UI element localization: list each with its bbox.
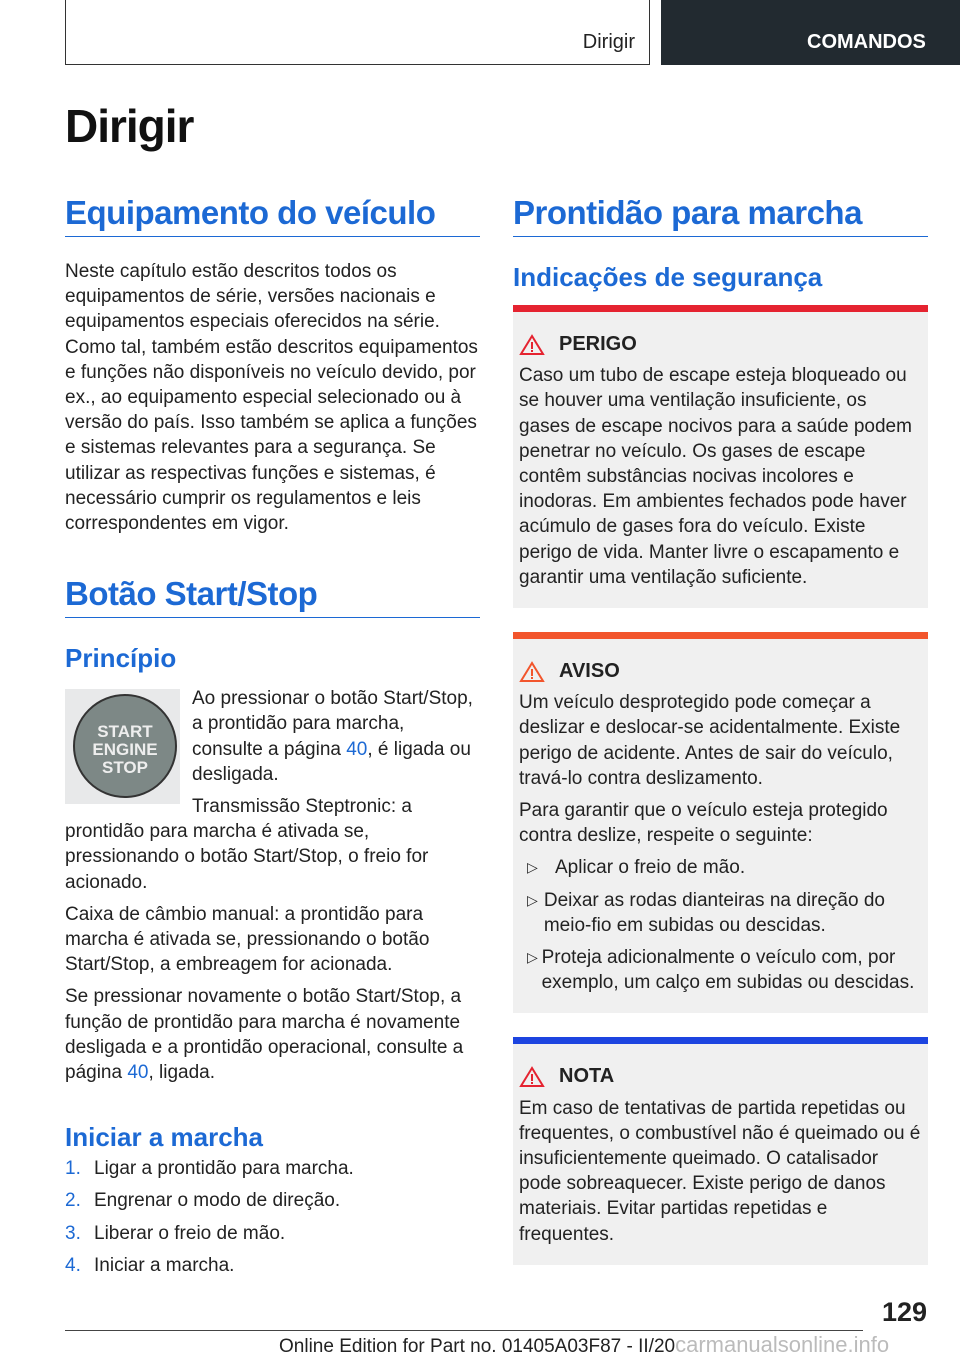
warning-triangle-icon [519,1066,545,1088]
page-link[interactable]: 40 [346,738,368,760]
left-column [65,193,480,1285]
step-number: 4. [65,1254,81,1276]
step-text: Liberar o freio de mão. [94,1222,286,1244]
heading-seguranca: Indicações de segurança [513,262,823,292]
page-title: Dirigir [65,100,194,152]
danger-box [513,312,928,608]
warning-triangle-icon [519,661,545,683]
note-title: NOTA [559,1065,615,1088]
step-number: 3. [65,1222,81,1244]
danger-title: PERIGO [559,333,637,355]
triangle-bullet-icon: ▷ [527,891,538,908]
list-item [65,1156,480,1181]
step-number: 2. [65,1190,81,1212]
button-text: START [97,722,153,742]
heading-prontidao: Prontidão para marcha [513,193,928,237]
text: , ligada. [148,1062,216,1084]
right-column [513,193,928,1289]
danger-bar [513,305,928,312]
footer-edition [279,1332,889,1359]
list-item [65,1253,480,1278]
warning-title: AVISO [559,660,620,683]
note-box [513,1044,928,1264]
list-item [65,1188,480,1213]
step-text: Engrenar o modo de direção. [94,1190,341,1212]
text: Se pressionar novamente o botão Start/Stop, a função de prontidão para marcha é novamente desligada e a prontidão operacional, consulte a página [65,986,464,1084]
danger-text: Caso um tubo de escape esteja bloqueado ou se houver uma ventilação insuficiente, os gases de escape nocivos para a saúde podem penetrar no veículo. Os gases de escape contêm substâncias nocivas incolores e inodoras. Em ambientes fechados pode haver acúmulo de gases fora do veículo. Existe perigo de vida. Manter livre o escapamento e garantir uma ventilação suficiente. [519,365,912,588]
step-number: 1. [65,1158,81,1180]
start-stop-button-image [65,689,180,804]
heading-start-stop: Botão Start/Stop [65,574,480,618]
edition-text: Online Edition for Part no. 01405A03F87 - II/20 [279,1336,676,1357]
list-item [65,1221,480,1246]
item-text: Aplicar o freio de mão. [555,857,746,879]
watermark: carmanualsonline.info [675,1332,890,1357]
warning-list [519,855,922,995]
text: Ao pressionar o botão Start/Stop, a prontidão para marcha, consulte a página [192,688,473,760]
list-item [519,945,922,995]
button-text: STOP [102,758,148,778]
warning-text: Um veículo desprotegido pode começar a deslizar e deslocar-se acidentalmente. Existe perigo de acidente. Antes de sair do veículo, travá-lo contra deslizamento. [519,692,901,789]
page-number: 129 [881,1297,927,1327]
heading-equipamento: Equipamento do veículo [65,193,480,237]
text: , é ligada ou desligada. [192,738,471,785]
note-bar [513,1037,928,1044]
page-link[interactable]: 40 [127,1062,149,1084]
list-item [519,855,922,880]
principio-p2: Transmissão Steptronic: a prontidão para marcha é ativada se, pressionando o botão Start/Stop, o freio for acionado. [65,796,429,893]
steps-list [65,1156,480,1278]
equip-text: Neste capítulo estão descritos todos os equipamentos de série, versões nacionais e equipamentos especiais oferecidos na série. Como tal, também estão descritos equipamentos e funções não disponíveis no veículo devido, por ex., ao equipamento especial selecionado ou à versão do país. Isso também se aplica a funções e sistemas relevantes para a segurança. Se utilizar as respectivas funções e sistemas, é necessário cumprir os regulamentos e leis correspondentes em vigor. [65,261,478,535]
note-text: Em caso de tentativas de partida repetidas ou frequentes, o combustível não é queimado ou é insuficientemente queimado. O catalisador pode sobreaquecer. Existe perigo de danos materiais. Evitar partidas repetidas e frequentes. [519,1097,921,1245]
header-chapter: COMANDOS [661,0,960,65]
principio-p4 [65,984,480,1085]
step-text: Iniciar a marcha. [94,1254,235,1276]
triangle-bullet-icon: ▷ [527,949,538,966]
list-item [519,888,922,938]
header-frame [65,0,650,65]
warning-box [513,639,928,1013]
warning-text: Para garantir que o veículo esteja protegido contra deslize, respeite o seguinte: [519,800,888,847]
step-text: Ligar a prontidão para marcha. [94,1158,354,1180]
triangle-bullet-icon: ▷ [527,859,538,876]
heading-principio: Princípio [65,643,177,674]
item-text: Deixar as rodas dianteiras na direção do meio-fio em subidas ou descidas. [543,889,885,936]
header-section: Dirigir [582,31,635,53]
warning-triangle-icon [519,334,545,356]
footer-rule [65,1330,863,1331]
item-text: Proteja adicionalmente o veículo com, por exemplo, um calço em subidas ou descidas. [541,947,915,994]
heading-iniciar: Iniciar a marcha [65,1122,263,1153]
warning-bar [513,632,928,639]
button-text: ENGINE [92,740,158,760]
principio-p3: Caixa de câmbio manual: a prontidão para marcha é ativada se, pressionando o botão Start/Stop, a embreagem for acionada. [65,903,430,976]
